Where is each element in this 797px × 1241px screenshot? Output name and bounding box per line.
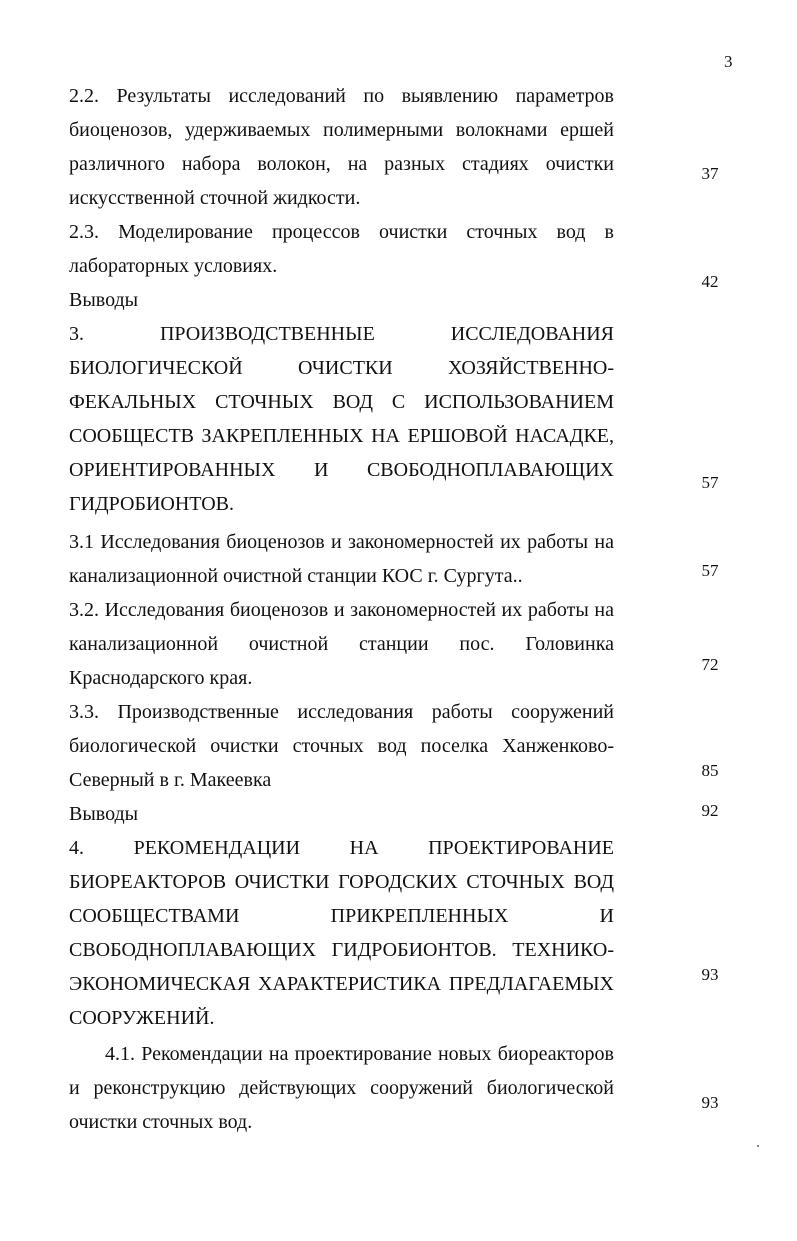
toc-entry-conclusions-2-text: Выводы [69,289,139,311]
toc-entry-4-1-page: 93 [701,1093,719,1112]
toc-entry-3-3-text: 3.3. Производственные исследования работы сооружений биологической очистки сточных вод поселка Ханженково-Северный в г. Макеевка [69,701,614,791]
toc-entry-2-2-page: 37 [701,164,719,183]
scan-speck [757,1145,759,1147]
toc-entry-2-3-page: 42 [701,272,719,291]
toc-entry-3-text: 3. ПРОИЗВОДСТВЕННЫЕ ИССЛЕДОВАНИЯ БИОЛОГИЧЕСКОЙ ОЧИСТКИ ХОЗЯЙСТВЕННО-ФЕКАЛЬНЫХ СТОЧНЫХ ВОД С ИСПОЛЬЗОВАНИЕМ СООБЩЕСТВ ЗАКРЕПЛЕННЫХ НА ЕРШОВОЙ НАСАДКЕ, ОРИЕНТИРОВАННЫХ И СВОБОДНОПЛАВАЮЩИХ ГИДРОБИОНТОВ. [69,323,614,515]
toc-entry-2-2-text: 2.2. Результаты исследований по выявлению параметров биоценозов, удерживаемых полимерными волокнами ершей различного набора волокон, на разных стадиях очистки искусственной сточной жидкости. [69,85,614,209]
toc-entry-3-page: 57 [701,473,719,492]
toc-entry-3-3-page: 85 [701,761,719,780]
toc-entry-2-3-text: 2.3. Моделирование процессов очистки сточных вод в лабораторных условиях. [69,221,614,277]
toc-entry-4-1-text: 4.1. Рекомендации на проектирование новых биореакторов и реконструкцию действующих сооружений биологической очистки сточных вод. [69,1043,614,1133]
toc-entry-3-2-text: 3.2. Исследования биоценозов и закономерностей их работы на канализационной очистной станции пос. Головинка Краснодарского края. [69,599,614,689]
toc-entry-3-1-text: 3.1 Исследования биоценозов и закономерностей их работы на канализационной очистной станции КОС г. Сургута.. [69,531,614,587]
toc-entry-4-page: 93 [701,965,719,984]
toc-entry-conclusions-3-page: 92 [701,801,719,820]
toc-entry-conclusions-3-text: Выводы [69,803,139,825]
toc-entry-3-2-page: 72 [701,655,719,674]
page-number: 3 [724,52,733,71]
toc-entry-4-text: 4. РЕКОМЕНДАЦИИ НА ПРОЕКТИРОВАНИЕ БИОРЕАКТОРОВ ОЧИСТКИ ГОРОДСКИХ СТОЧНЫХ ВОД СООБЩЕСТВАМИ ПРИКРЕПЛЕННЫХ И СВОБОДНОПЛАВАЮЩИХ ГИДРОБИОНТОВ. ТЕХНИКО-ЭКОНОМИЧЕСКАЯ ХАРАКТЕРИСТИКА ПРЕДЛАГАЕМЫХ СООРУЖЕНИЙ. [69,837,614,1029]
toc-entry-3-1-page: 57 [701,561,719,580]
